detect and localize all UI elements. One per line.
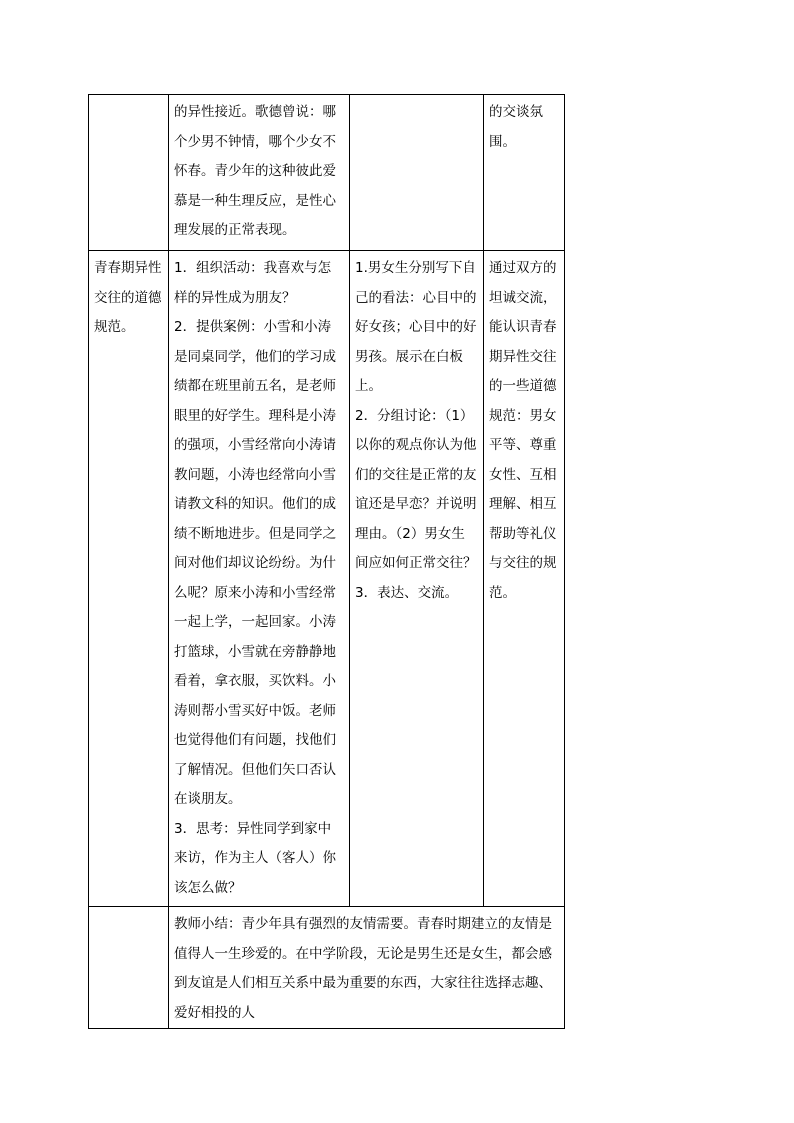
design-intent-cell: 通过双方的坦诚交流，能认识青春期异性交往的一些道德规范：男女平等、尊重女性、互相理解、相互帮助等礼仪与交往的规范。 bbox=[484, 251, 565, 907]
activity-item: 3．思考：异性同学到家中来访，作为主人（客人）你该怎么做？ bbox=[174, 820, 336, 896]
activity-item: 3．表达、交流。 bbox=[355, 584, 459, 601]
activity-item: 2．分组讨论：（1）以你的观点你认为他们的交往是正常的友谊还是早恋？并说明理由。（2）男女生间应如何正常交往？ bbox=[355, 407, 477, 571]
activity-item: 1.男女生分别写下自己的看法：心目中的好女孩；心目中的好男孩。展示在白板上。 bbox=[355, 260, 477, 394]
table-cell: 的异性接近。歌德曾说：哪个少男不钟情，哪个少女不怀春。青少年的这种彼此爱慕是一种生理反应，是性心理发展的正常表现。 bbox=[169, 95, 350, 251]
teacher-summary-cell: 教师小结：青少年具有强烈的友情需要。青春时期建立的友情是值得人一生珍爱的。在中学阶段，无论是男生还是女生，都会感到友谊是人们相互关系中最为重要的东西，大家往往选择志趣、爱好相投的人 bbox=[169, 907, 565, 1029]
table-row bbox=[89, 95, 565, 251]
teacher-activity-cell bbox=[169, 251, 350, 907]
table-cell: 的交谈氛围。 bbox=[484, 95, 565, 251]
section-title-cell: 青春期异性交往的道德规范。 bbox=[89, 251, 169, 907]
activity-item: 2．提供案例：小雪和小涛是同桌同学，他们的学习成绩都在班里前五名，是老师眼里的好学生。理科是小涛的强项，小雪经常向小涛请教问题，小涛也经常向小雪请教文科的知识。他们的成绩不断地进步。但是同学之间对他们却议论纷纷。为什么呢？原来小涛和小雪经常一起上学，一起回家。小涛打篮球，小雪就在旁静静地看着，拿衣服，买饮料。小涛则帮小雪买好中饭。老师也觉得他们有问题，找他们了解情况。但他们矢口否认在谈朋友。 bbox=[174, 319, 336, 807]
table-cell bbox=[350, 95, 484, 251]
lesson-plan-table bbox=[88, 94, 565, 1029]
activity-item: 1．组织活动：我喜欢与怎样的异性成为朋友？ bbox=[174, 260, 332, 306]
table-row bbox=[89, 251, 565, 907]
table-cell bbox=[89, 907, 169, 1029]
table-row bbox=[89, 907, 565, 1029]
student-activity-cell bbox=[350, 251, 484, 907]
table-cell bbox=[89, 95, 169, 251]
